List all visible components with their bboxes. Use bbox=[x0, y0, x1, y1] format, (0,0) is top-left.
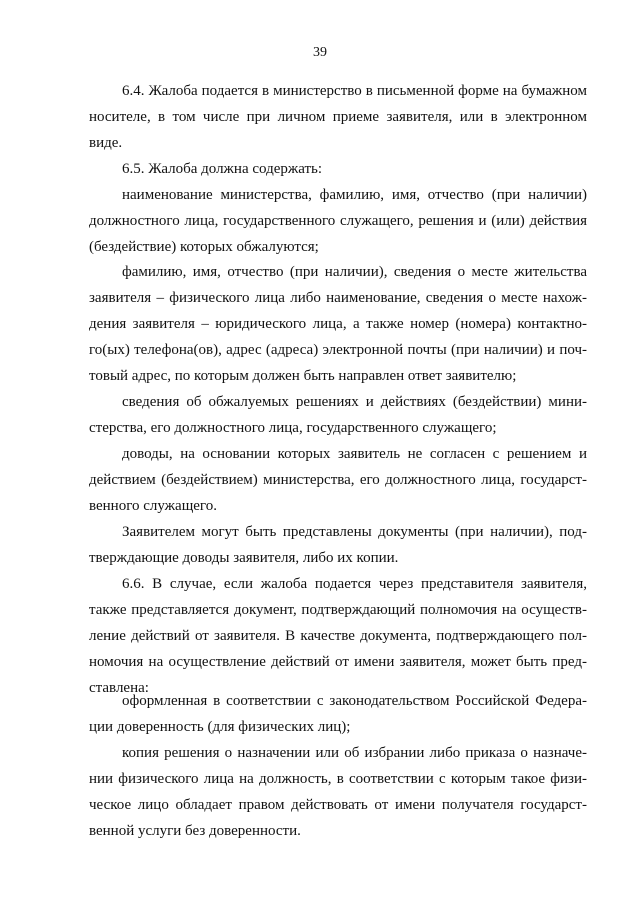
paragraph-6-6: 6.6. В случае, если жалоба подается через представителя заявителя, также представляется документ, подтверждающий полномочия на осуществление действий от заявителя. В качестве документа, подтверждающего полномочия на осуществление действий от имени заявителя, может быть представлена: bbox=[89, 576, 587, 696]
paragraph-6-5-heading: 6.5. Жалоба должна содержать: bbox=[122, 161, 323, 177]
list-item-power-of-attorney: оформленная в соответствии с законодательством Российской Федерации доверенность (для физических лиц); bbox=[89, 693, 587, 735]
list-item-arguments: доводы, на основании которых заявитель не согласен с решением и действием (бездействием) министерства, его должностного лица, государственного служащего. bbox=[89, 446, 587, 514]
list-item-applicant-details: фамилию, имя, отчество (при наличии), сведения о месте жительства заявителя – физического лица либо наименование, сведения о месте нахождения заявителя – юридического лица, а также номер (номера) контактного(ых) телефона(ов), адрес (адреса) электронной почты (при наличии) и почтовый адрес, по которым должен быть направлен ответ заявителю; bbox=[89, 264, 587, 384]
list-item-ministry-name: наименование министерства, фамилию, имя, отчество (при наличии) должностного лица, государственного служащего, решения и (или) действия (бездействие) которых обжалуются; bbox=[89, 187, 587, 255]
paragraph-supporting-documents: Заявителем могут быть представлены документы (при наличии), подтверждающие доводы заявителя, либо их копии. bbox=[89, 524, 587, 566]
paragraph-6-4: 6.4. Жалоба подается в министерство в письменной форме на бумажном носителе, в том числе при личном приеме заявителя, или в электронном виде. bbox=[89, 83, 587, 151]
list-item-appealed-decisions: сведения об обжалуемых решениях и действиях (бездействии) министерства, его должностного лица, государственного служащего; bbox=[89, 394, 587, 436]
list-item-appointment-copy: копия решения о назначении или об избрании либо приказа о назначении физического лица на должность, в соответствии с которым такое физическое лицо обладает правом действовать от имени получателя государственной услуги без доверенности. bbox=[89, 745, 587, 839]
page-number: 39 bbox=[313, 45, 327, 60]
